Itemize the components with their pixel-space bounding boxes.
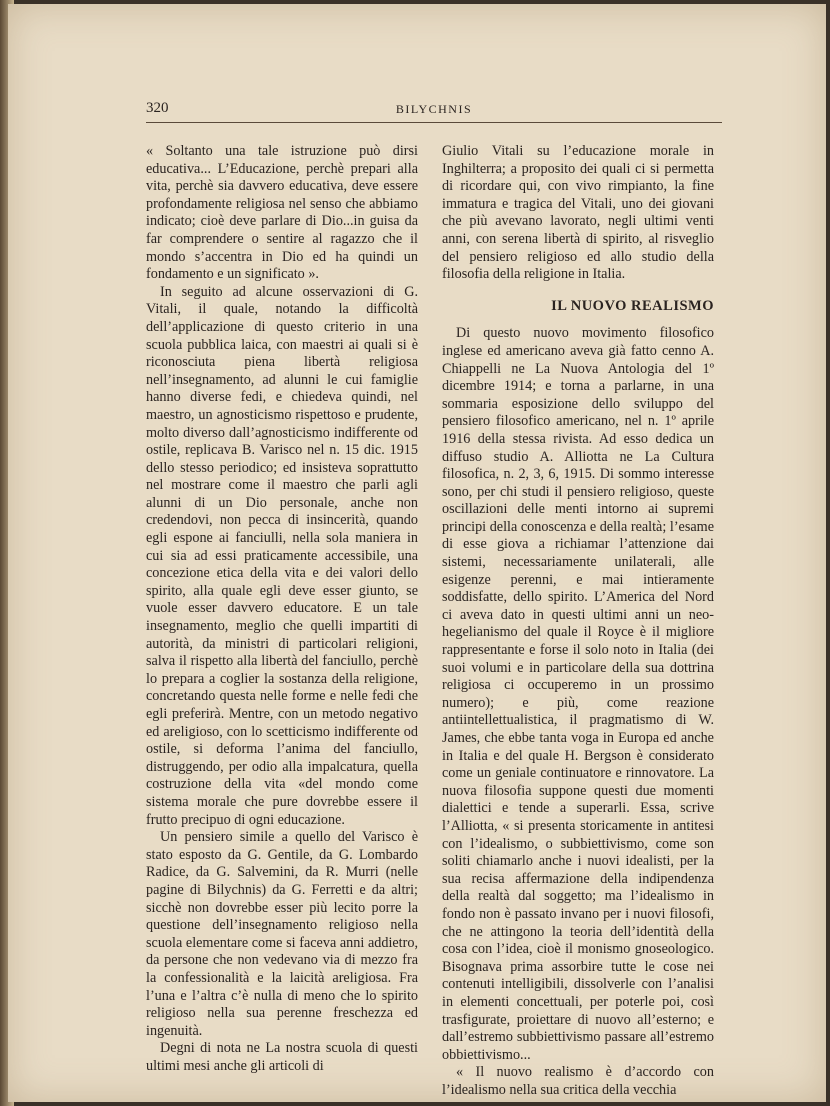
- left-column: [146, 143, 418, 1075]
- page-number: 320: [146, 100, 169, 116]
- right-column: [442, 143, 714, 1099]
- paragraph: « Soltanto una tale istruzione può dirsi educativa... L’Educazione, perchè prepari alla vita, perchè sia davvero educativa, deve essere profondamente religiosa nel senso che abbiamo indicato; cioè deve parlare di Dio...in guisa da far comprendere o sentire al ragazzo che il mondo s’accentra in Dio ed ha quindi un fondamento e un significato ».: [146, 143, 418, 283]
- paragraph: In seguito ad alcune osservazioni di G. Vitali, il quale, notando la difficoltà dell’applicazione di questo criterio in una scuola pubblica laica, con maestri ai quali si è riconosciuta piena libertà religiosa nell’insegnamento, ad alunni le cui famiglie hanno diverse fedi, e chiedeva quindi, nel maestro, un agnosticismo rispettoso e prudente, molto diverso dall’agnosticismo indifferente od ostile, replicava B. Varisco nel n. 15 dic. 1915 dello stesso periodico; ed insisteva soprattutto nel mostrare come il maestro che parli agli alunni di un Dio personale, anche non credendovi, non pecca di insincerità, quando egli espone ai fanciulli, nella sola maniera in cui sia ad essi praticamente accessibile, una concezione etica della vita e dei valori dello spirito, alla quale egli deve esser giunto, se vuole esser davvero educatore. E un tale insegnamento, meglio che quelli impartiti di autorità, da ministri di particolari religioni, salva il rispetto alla libertà del fanciullo, perchè lo prepara a coglier la sostanza della religione, concretando questa nelle forme e nelle fedi che egli preferirà. Mentre, con un metodo negativo ed areligioso, con lo scetticismo indifferente od ostile, si deforma l’anima del fanciullo, distruggendo, per odio alla impalcatura, quella costruzione della vita «del mondo come sistema morale che pure dovrebbe essere il frutto precipuo di ogni educazione.: [146, 283, 418, 828]
- paragraph: Di questo nuovo movimento filosofico inglese ed americano aveva già fatto cenno A. Chiappelli ne La Nuova Antologia del 1º dicembre 1914; e torna a parlarne, in una sommaria esposizione dello sviluppo del pensiero filosofico americano, nel n. 1º aprile 1916 della stessa rivista. Ad esso dedica un diffuso studio A. Alliotta ne La Cultura filosofica, n. 2, 3, 6, 1915. Di sommo interesse sono, per chi studi il pensiero religioso, queste oscillazioni delle menti intorno ai supremi principi della conoscenza e della realtà; l’esame di esse giova a richiamar l’attenzione dai sistemi, necessariamente unilaterali, alle esigenze perenni, e mai intieramente soddisfatte, dello spirito. L’America del Nord ci aveva dato in questi ultimi anni un neo-hegelianismo del quale il Royce è il migliore rappresentante e forse il solo noto in Italia (dei suoi volumi e in particolare della sua dottrina religiosa ci occuperemo in un prossimo numero); e più, come reazione antiintellettualistica, il pragmatismo di W. James, che ebbe tanta voga in Europa ed anche in Italia e del quale H. Bergson è considerato come un geniale continuatore e rinnovatore. La nuova filosofia suppone questi due momenti dialettici e tende a superarli. Essa, scrive l’Alliotta, « si presenta storicamente in antitesi con l’idealismo, o subbiettivismo, come son soliti chiamarlo anche i nuovi idealisti, per la sua recisa affermazione della indipendenza della realtà dal soggetto; ma l’idealismo in fondo non è passato invano per i nuovi filosofi, che ne attingono la teoria dell’identità della cosa con l’idea, cioè il monismo gnoseologico. Bisognava prima assorbire tutte le cose nei contenuti intelligibili, dissolverle con l’analisi in elementi concettuali, per poterle poi, così trasfigurate, proiettare di nuovo all’esterno; e dall’estremo subbiettivismo passare all’estremo obbiettivismo...: [442, 325, 714, 1063]
- paragraph: Un pensiero simile a quello del Varisco è stato esposto da G. Gentile, da G. Lombardo Radice, da G. Salvemini, da R. Murri (nelle pagine di Bilychnis) da G. Ferretti e da altri; sicchè non dovrebbe esser più lecito porre la questione dell’insegnamento religioso nella scuola elementare come si faceva anni addietro, da persone che non vedevano via di mezzo fra la confessionalità e la laicità areligiosa. Fra l’una e l’altra c’è nulla di meno che lo spirito religioso nella sua perenne freschezza ed ingenuità.: [146, 829, 418, 1039]
- paragraph: « Il nuovo realismo è d’accordo con l’idealismo nella sua critica della vecchia: [442, 1064, 714, 1098]
- section-heading: IL NUOVO REALISMO: [551, 297, 714, 314]
- paragraph: Degni di nota ne La nostra scuola di questi ultimi mesi anche gli articoli di: [146, 1040, 418, 1074]
- running-title: BILYCHNIS: [395, 102, 473, 116]
- paragraph-continued: Giulio Vitali su l’educazione morale in Inghilterra; a proposito dei quali ci si permetta di ricordare qui, con vivo rimpianto, la fine immatura e tragica del Vitali, uno dei giovani che più avevano lavorato, negli ultimi venti anni, con serena libertà di spirito, al risveglio del pensiero religioso ed allo studio della filosofia della religione in Italia.: [442, 143, 714, 283]
- page-header: [146, 100, 722, 123]
